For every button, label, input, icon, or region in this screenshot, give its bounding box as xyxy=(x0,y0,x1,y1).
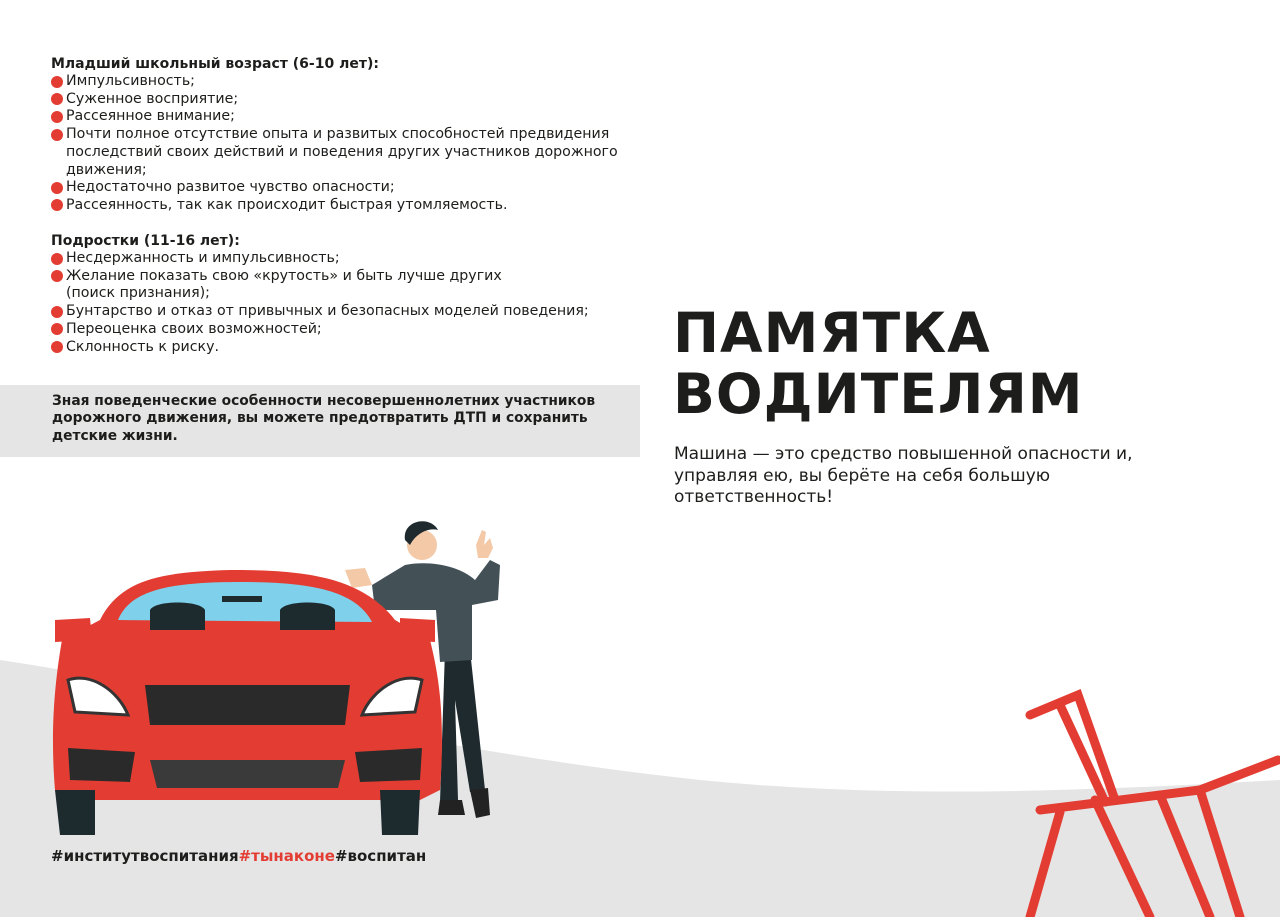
hashtags xyxy=(51,847,426,865)
list-item: Рассеянное внимание; xyxy=(51,108,641,126)
red-chair-icon xyxy=(1030,695,1278,917)
list-item: Рассеянность, так как происходит быстрая утомляемость. xyxy=(51,197,641,215)
hashtag-institute: #институтвоспитания xyxy=(51,847,239,865)
list-item: Бунтарство и отказ от привычных и безопасных моделей поведения; xyxy=(51,303,641,321)
section-teens-title: Подростки (11-16 лет): xyxy=(51,233,240,249)
note-text: Зная поведенческие особенности несовершеннолетних участников дорожного движения, вы можете предотвратить ДТП и сохранить детские жизни. xyxy=(52,393,596,444)
hashtag-vospitan: #воспитан xyxy=(334,847,427,865)
list-item: Переоценка своих возможностей; xyxy=(51,321,641,339)
hashtag-tynakone: #тынаконе xyxy=(238,847,335,865)
list-item: Несдержанность и импульсивность; xyxy=(51,250,641,268)
list-item: Импульсивность; xyxy=(51,73,641,91)
list-item: Недостаточно развитое чувство опасности; xyxy=(51,179,641,197)
list-item: Почти полное отсутствие опыта и развитых способностей предвидения последствий своих действий и поведения других участников дорожного движения; xyxy=(51,126,631,179)
list-item: Склонность к риску. xyxy=(51,339,641,357)
list-item: Суженное восприятие; xyxy=(51,91,641,109)
page-subtitle: Машина — это средство повышенной опасности и, управляя ею, вы берёте на себя большую ответственность! xyxy=(674,444,1133,507)
page-title-line2: ВОДИТЕЛЯМ xyxy=(673,362,1084,426)
list-item: Желание показать свою «крутость» и быть лучше других (поиск признания); xyxy=(51,268,506,303)
section-young-title: Младший школьный возраст (6-10 лет): xyxy=(51,56,379,72)
page-title-line1: ПАМЯТКА xyxy=(673,301,991,365)
